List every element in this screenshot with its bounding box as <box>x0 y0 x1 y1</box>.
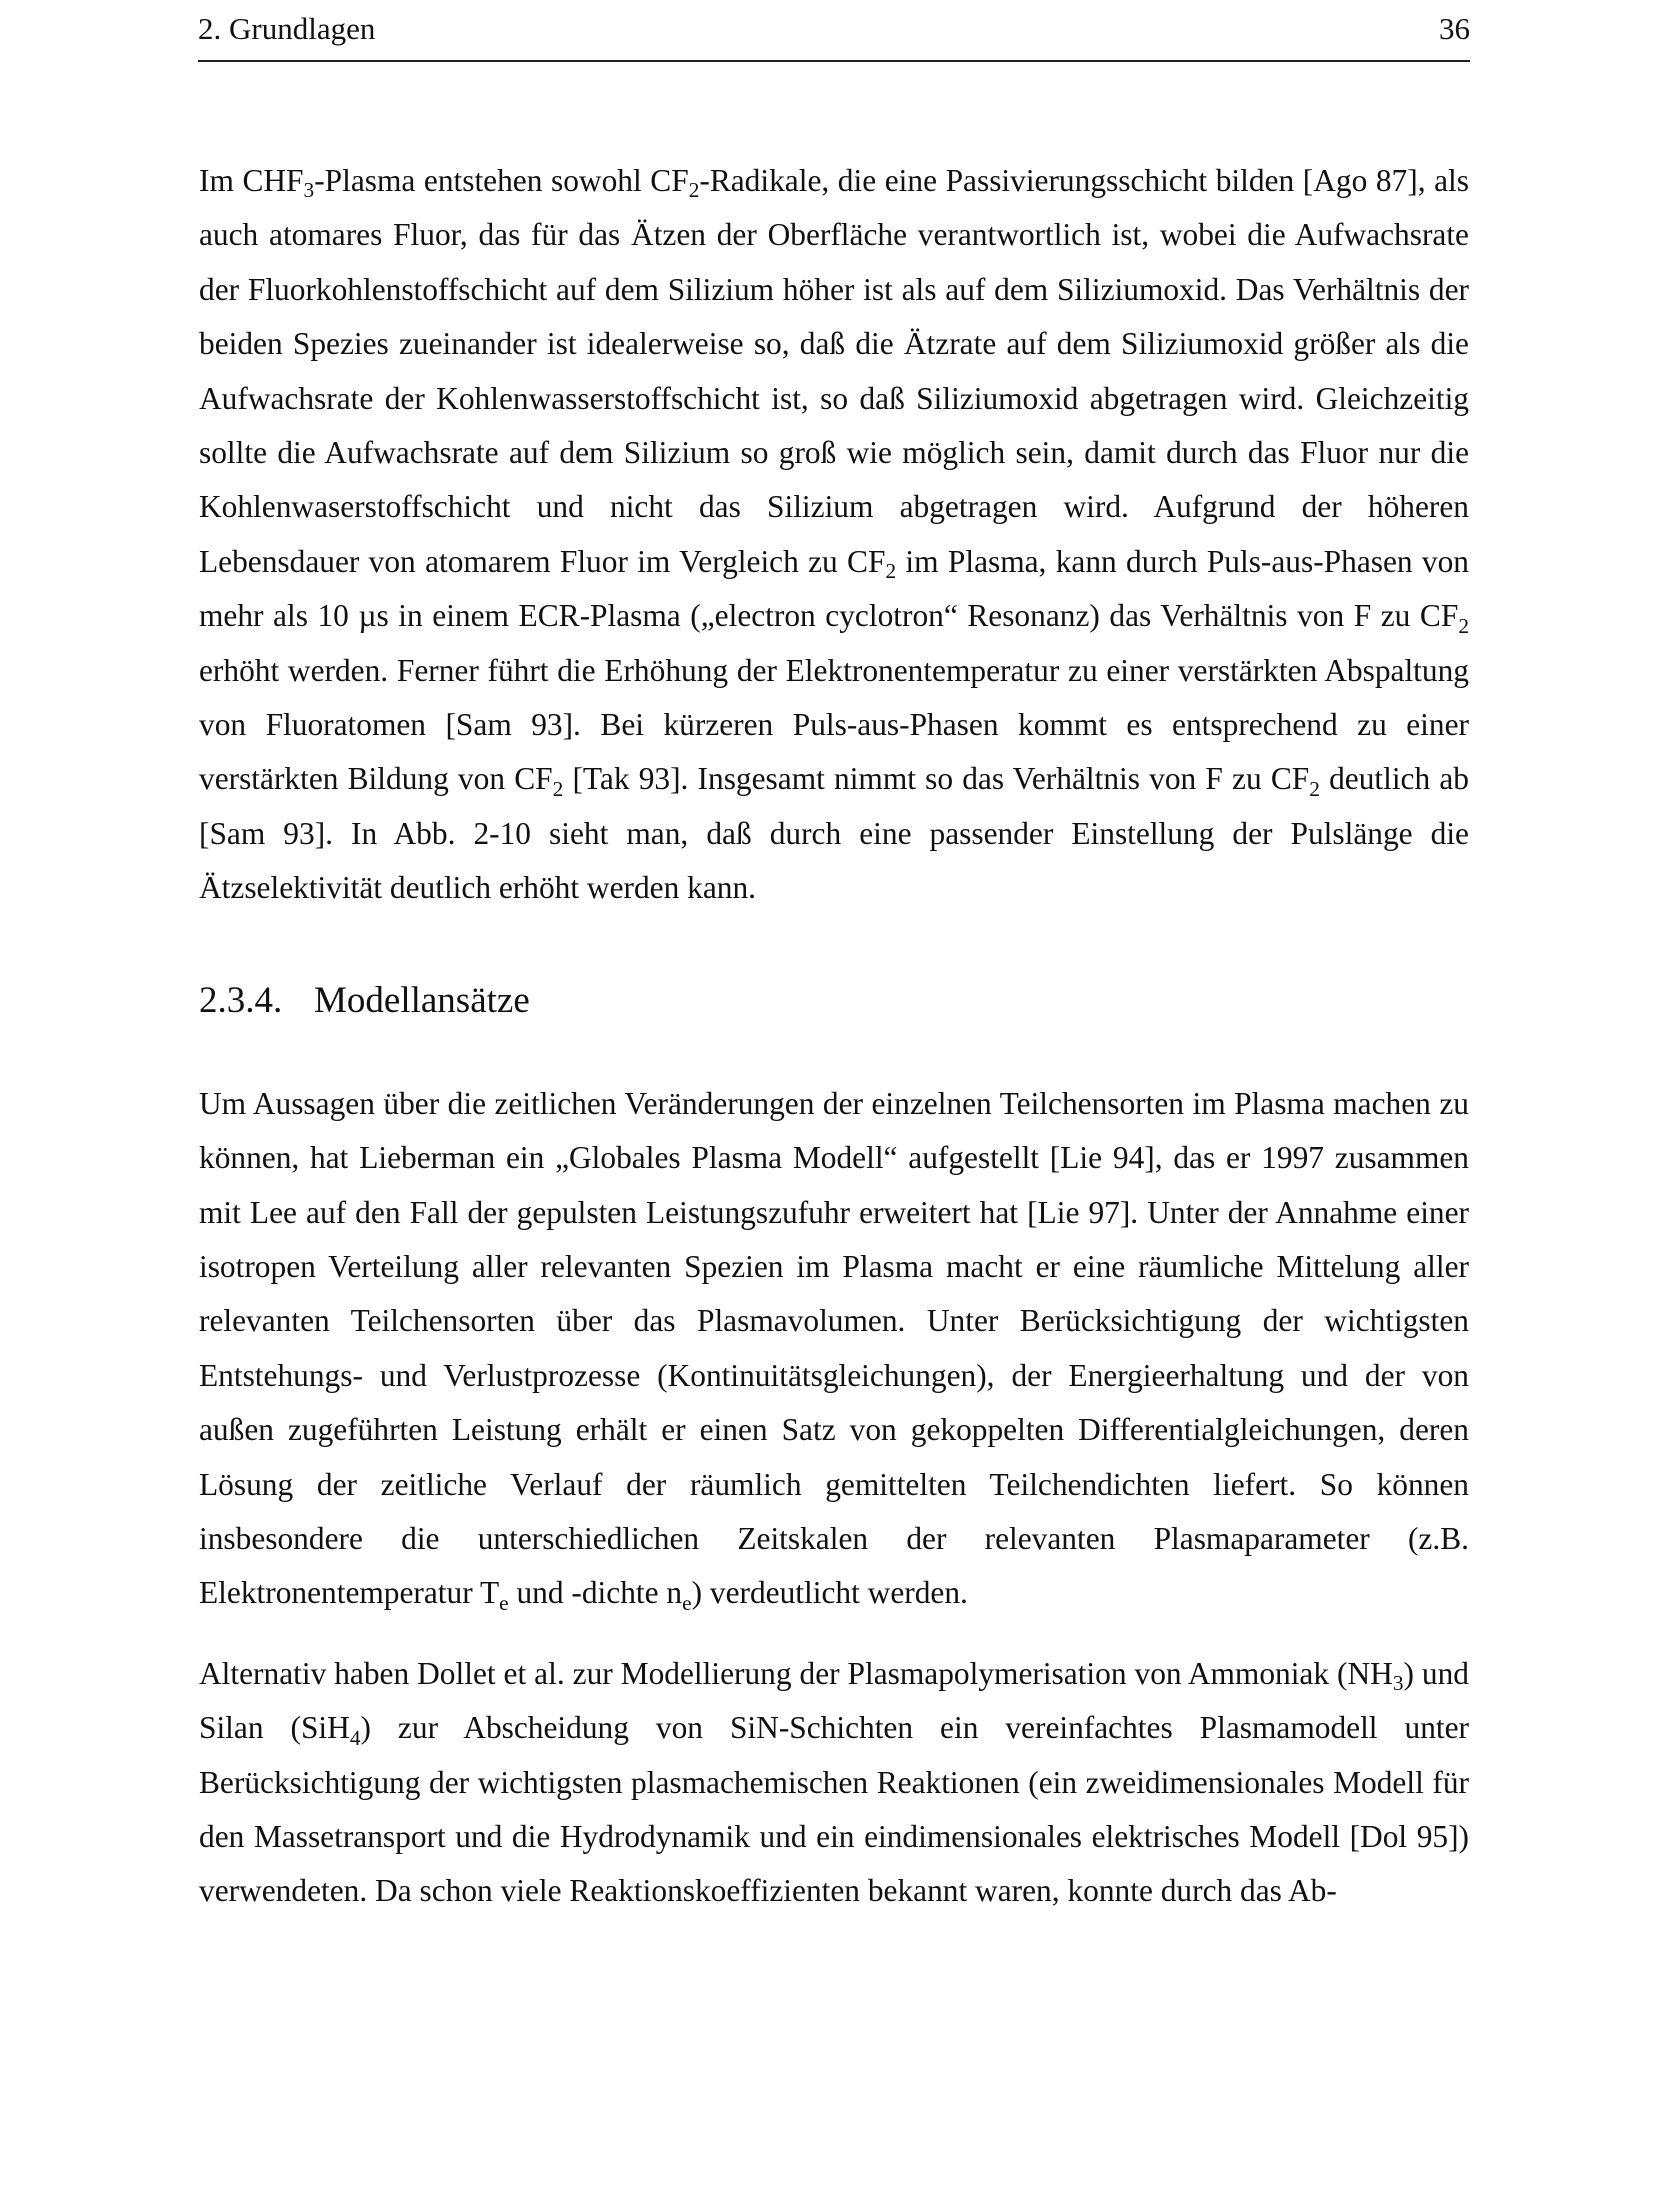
running-chapter-title: 2. Grundlagen <box>198 11 376 46</box>
text-run: und -dichte n <box>508 1575 683 1611</box>
subscript: 4 <box>349 1725 361 1750</box>
page-number: 36 <box>1439 11 1470 46</box>
page-header <box>198 6 1470 62</box>
subscript: e <box>682 1590 692 1615</box>
subscript: 3 <box>1392 1671 1404 1696</box>
section-title: Modellansätze <box>314 979 530 1021</box>
section-heading <box>199 970 1469 1032</box>
text-run: Im CHF <box>199 163 304 198</box>
page-body <box>199 154 1469 1919</box>
section-number: 2.3.4. <box>199 979 283 1021</box>
text-run: ) und Silan (SiH <box>199 1655 1470 1746</box>
text-run: -Radikale, die eine Passivierungsschicht bilden [Ago 87], als auch atomares Fluor, das für das Ätzen der Oberfläche verantwortlich ist, wobei die Aufwachsrate der Fluorkohlenstoffschicht auf dem Silizium höher ist als auf dem Siliziumoxid. Das Verhältnis der beiden Spezies zueinander ist idealerweise so, daß die Ätzrate auf dem Siliziumoxid größer als die Aufwachsrate der Kohlenwasserstoffschicht ist, so daß Siliziumoxid abgetragen wird. Gleichzeitig sollte die Aufwachsrate auf dem Silizium so groß wie möglich sein, damit durch das Fluor nur die Kohlenwaserstoffschicht und nicht das Silizium abgetragen wird. Aufgrund der höheren Lebensdauer von atomarem Fluor im Vergleich zu CF <box>199 163 1469 579</box>
text-run: [Tak 93]. Insgesamt nimmt so das Verhältnis von F zu CF <box>563 761 1310 797</box>
paragraph-chf3-plasma <box>199 154 1469 916</box>
text-run: Alternativ haben Dollet et al. zur Modellierung der Plasmapolymerisation von Ammoniak (NH <box>199 1655 1393 1691</box>
subscript: 2 <box>688 178 700 203</box>
text-run: ) zur Abscheidung von SiN-Schichten ein vereinfachtes Plasmamodell unter Berücksichtigung der wichtigsten plasmachemischen Reaktionen (ein zweidimensionales Modell für den Massetransport und die Hydrodynamik und ein eindimensionales elektrisches Modell [Dol 95]) verwendeten. Da schon viele Reaktionskoeffizienten bekannt waren, konnte durch das Ab- <box>199 1710 1470 1909</box>
text-run: deutlich ab [Sam 93]. In Abb. 2-10 sieht man, daß durch eine passender Einstellung der Pulslänge die Ätzselektivität deutlich erhöht werden kann. <box>199 761 1469 906</box>
subscript: 2 <box>885 559 897 584</box>
subscript: 3 <box>303 178 315 203</box>
subscript: e <box>499 1590 509 1615</box>
paragraph-dollet-model <box>199 1647 1469 1919</box>
subscript: 2 <box>1458 613 1469 638</box>
paragraph-global-model <box>199 1077 1469 1621</box>
subscript: 2 <box>552 776 564 801</box>
text-run: Um Aussagen über die zeitlichen Veränderungen der einzelnen Teilchensorten im Plasma machen zu können, hat Lieberman ein „Globales Plasma Modell“ aufgestellt [Lie 94], das er 1997 zusammen mit Lee auf den Fall der gepulsten Leistungszufuhr erweitert hat [Lie 97]. Unter der Annahme einer isotropen Verteilung aller relevanten Spezien im Plasma macht er eine räumliche Mittelung aller relevanten Teilchensorten über das Plasmavolumen. Unter Berücksichtigung der wichtigsten Entstehungs- und Verlustprozesse (Kontinuitätsgleichungen), der Energieerhaltung und der von außen zugeführten Leistung erhält er einen Satz von gekoppelten Differentialgleichungen, deren Lösung der zeitliche Verlauf der räumlich gemittelten Teilchendichten liefert. So können insbesondere die unterschiedlichen Zeitskalen der relevanten Plasmaparameter (z.B. Elektronentemperatur T <box>199 1085 1469 1611</box>
subscript: 2 <box>1309 776 1320 801</box>
text-run: erhöht werden. Ferner führt die Erhöhung der Elektronentemperatur zu einer verstärkten Abspaltung von Fluoratomen [Sam 93]. Bei kürzeren Puls-aus-Phasen kommt es entsprechend zu einer verstärkten Bildung von CF <box>199 652 1469 797</box>
text-run: im Plasma, kann durch Puls-aus-Phasen von mehr als 10 µs in einem ECR-Plasma („electron cyclotron“ Resonanz) das Verhältnis von F zu CF <box>199 543 1469 634</box>
text-run: -Plasma entstehen sowohl CF <box>314 163 689 198</box>
text-run: ) verdeutlicht werden. <box>691 1575 968 1611</box>
